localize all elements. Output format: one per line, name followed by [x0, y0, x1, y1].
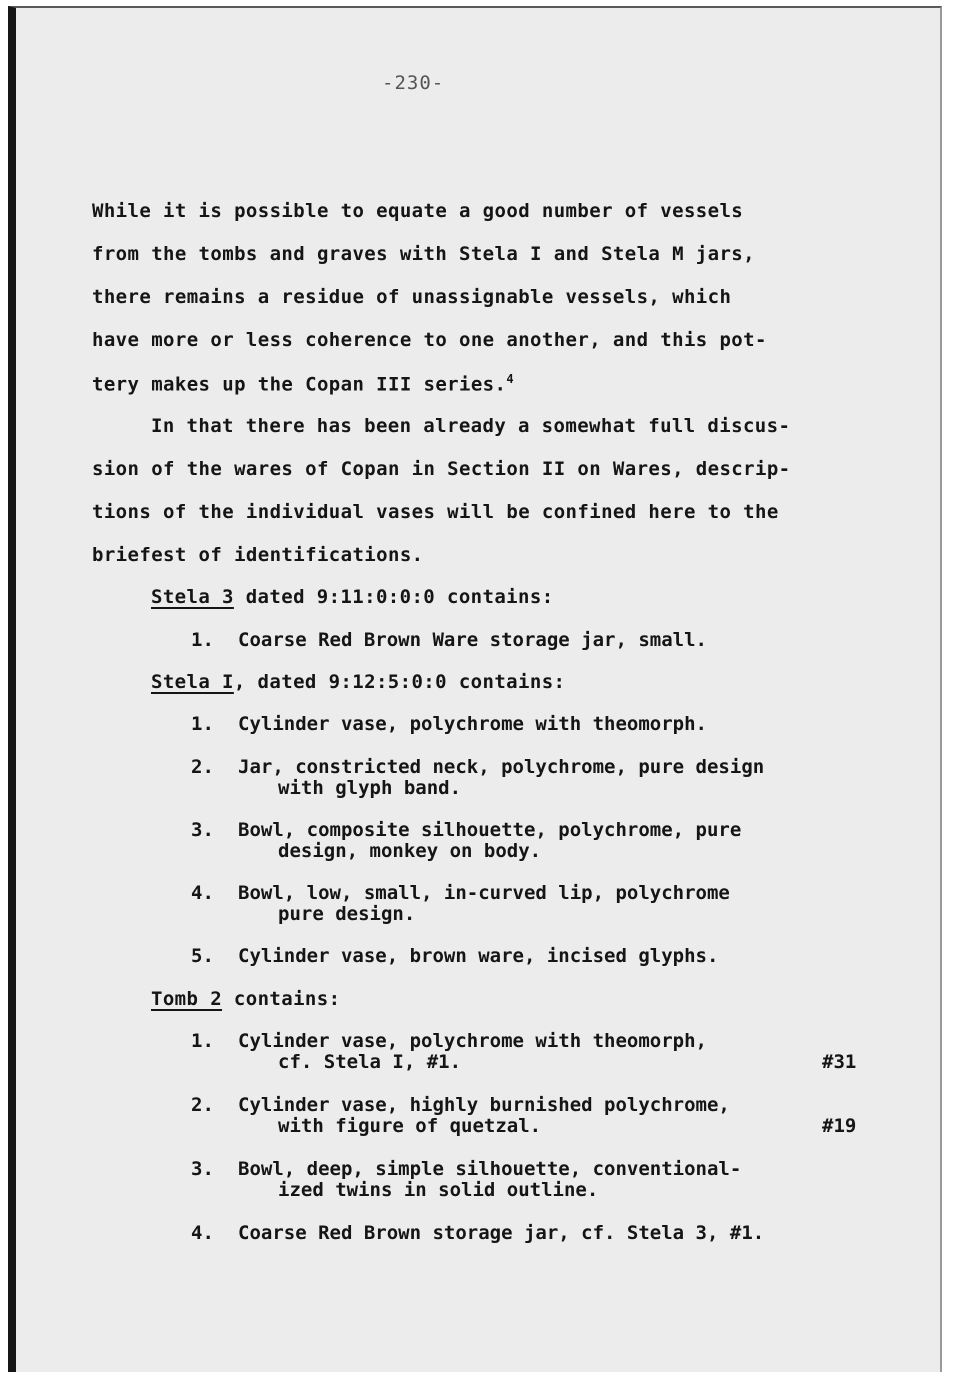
item-text-continued: with figure of quetzal.	[278, 1115, 542, 1137]
paragraph-2-line: In that there has been already a somewhat full discus-	[151, 415, 791, 437]
section-heading-stela-3: Stela 3 dated 9:11:0:0:0 contains:	[151, 586, 554, 608]
item-text: Bowl, low, small, in-curved lip, polychrome	[238, 882, 730, 904]
section-heading-label: Stela 3	[151, 586, 234, 608]
footnote-marker: 4	[506, 372, 514, 386]
paragraph-2-line: tions of the individual vases will be confined here to the	[92, 501, 779, 523]
catalog-reference: #19	[822, 1115, 857, 1137]
section-heading-tomb-2: Tomb 2 contains:	[151, 988, 341, 1010]
paragraph-1-line: have more or less coherence to one another, and this pot-	[92, 329, 767, 351]
item-text: Bowl, deep, simple silhouette, conventional-	[238, 1158, 742, 1180]
item-text: Coarse Red Brown Ware storage jar, small.	[238, 629, 707, 651]
section-heading-label: Stela I	[151, 671, 234, 693]
item-text: Cylinder vase, polychrome with theomorph.	[238, 713, 707, 735]
item-number: 3.	[191, 1158, 214, 1180]
item-text: Coarse Red Brown storage jar, cf. Stela 3, #1.	[238, 1222, 765, 1244]
item-text: Jar, constricted neck, polychrome, pure design	[238, 756, 765, 778]
section-heading-stela-i: Stela I, dated 9:12:5:0:0 contains:	[151, 671, 566, 693]
item-text: Cylinder vase, polychrome with theomorph,	[238, 1030, 707, 1052]
paragraph-1-line: from the tombs and graves with Stela I and Stela M jars,	[92, 243, 755, 265]
paragraph-1-line: there remains a residue of unassignable vessels, which	[92, 286, 732, 308]
item-number: 2.	[191, 1094, 214, 1116]
item-number: 1.	[191, 1030, 214, 1052]
paragraph-1-line: tery makes up the Copan III series.$^4$	[92, 372, 514, 396]
item-number: 4.	[191, 1222, 214, 1244]
paragraph-2-line: sion of the wares of Copan in Section II on Wares, descrip-	[92, 458, 791, 480]
item-text: Cylinder vase, brown ware, incised glyphs.	[238, 945, 719, 967]
item-text-continued: pure design.	[278, 903, 416, 925]
catalog-reference: #31	[822, 1051, 857, 1073]
item-number: 3.	[191, 819, 214, 841]
item-text-continued: design, monkey on body.	[278, 840, 542, 862]
page-number: -230-	[382, 72, 445, 94]
paragraph-2-line: briefest of identifications.	[92, 544, 424, 566]
item-number: 2.	[191, 756, 214, 778]
item-text-continued: ized twins in solid outline.	[278, 1179, 599, 1201]
item-number: 5.	[191, 945, 214, 967]
item-text: Bowl, composite silhouette, polychrome, pure	[238, 819, 742, 841]
item-number: 1.	[191, 629, 214, 651]
item-text-continued: cf. Stela I, #1.	[278, 1051, 462, 1073]
paragraph-1-line: While it is possible to equate a good number of vessels	[92, 200, 744, 222]
section-heading-label: Tomb 2	[151, 988, 223, 1010]
item-number: 4.	[191, 882, 214, 904]
item-number: 1.	[191, 713, 214, 735]
typed-page	[8, 6, 942, 1372]
item-text: Cylinder vase, highly burnished polychrome,	[238, 1094, 730, 1116]
item-text-continued: with glyph band.	[278, 777, 462, 799]
